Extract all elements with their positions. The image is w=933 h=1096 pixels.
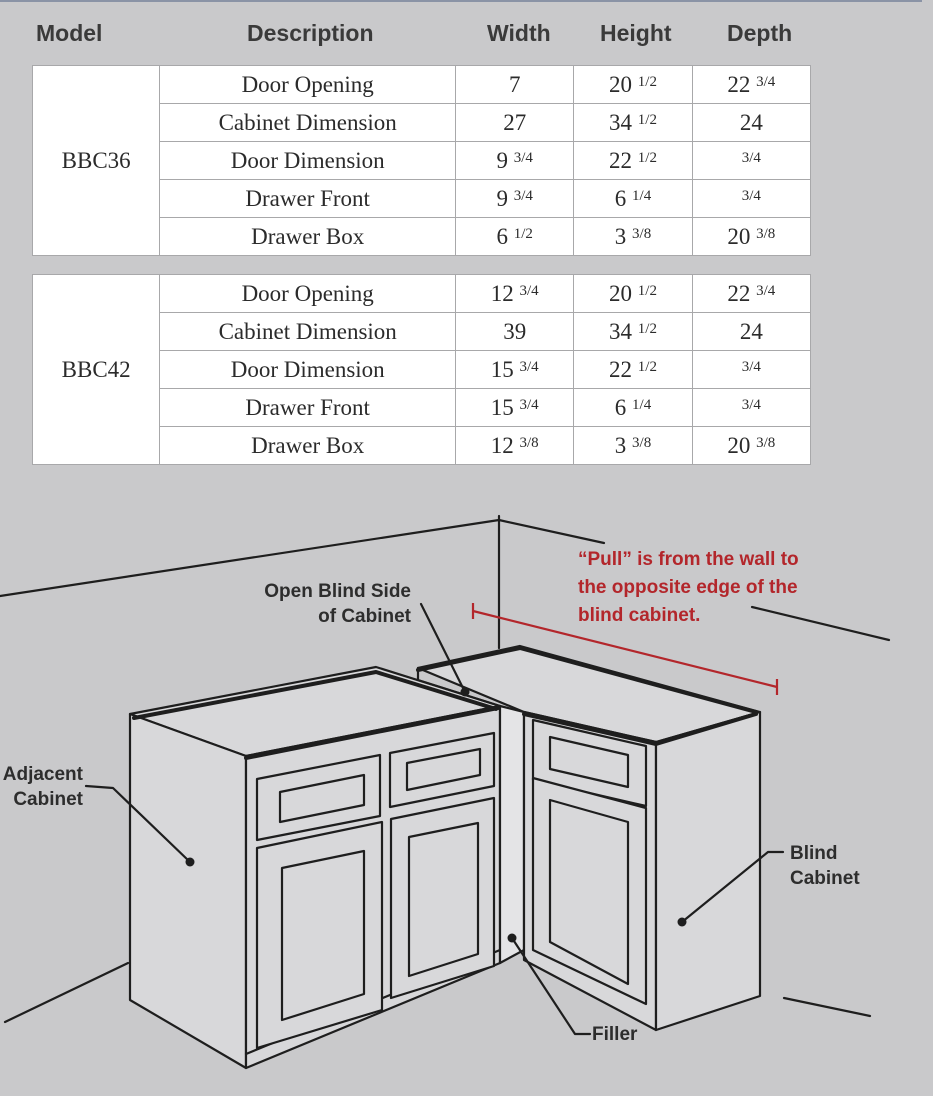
dot-open-blind-side [461, 688, 470, 697]
filler-strip [500, 706, 524, 963]
width-cell [456, 389, 574, 427]
height-cell [574, 104, 692, 142]
height-cell [574, 218, 692, 256]
description-cell: Door Opening [160, 66, 456, 104]
open-blind-side-line-1: Open Blind Side [264, 581, 411, 602]
spec-table-bbc42 [32, 274, 811, 465]
model-cell: BBC36 [33, 66, 160, 256]
depth-cell [692, 142, 810, 180]
value-fraction: 1/4 [632, 396, 652, 413]
adjacent-cabinet-side [130, 714, 246, 1068]
value-whole: 20 [727, 432, 751, 458]
wall-top-right-line [499, 520, 604, 543]
value-whole: 22 [727, 71, 751, 97]
depth-cell [692, 180, 810, 218]
value-fraction: 3/8 [632, 225, 652, 242]
value-whole: 6 [496, 223, 508, 249]
value-whole: 3 [614, 432, 627, 458]
spec-table-bbc36 [32, 65, 811, 256]
top-rule [0, 0, 922, 2]
floor-left-line [5, 963, 128, 1022]
blind-cabinet-line-2: Cabinet [790, 868, 860, 889]
value-fraction: 3/4 [513, 187, 533, 204]
width-cell [456, 66, 574, 104]
value-fraction: 3/8 [519, 434, 539, 451]
header-depth: Depth [727, 20, 793, 46]
table-row [33, 275, 811, 313]
value-whole: 34 [609, 318, 633, 344]
value-fraction: 1/2 [637, 111, 657, 128]
value-whole: 6 [614, 185, 627, 211]
value-whole: 20 [609, 71, 633, 97]
width-cell [456, 180, 574, 218]
wall-top-left-line [0, 520, 499, 596]
depth-cell [692, 104, 810, 142]
width-cell [456, 142, 574, 180]
table-row [33, 66, 811, 104]
value-whole: 20 [609, 280, 633, 306]
value-fraction: 3/4 [756, 282, 776, 299]
value-whole: 12 [490, 432, 514, 458]
header-width: Width [487, 20, 551, 46]
value-whole: 6 [614, 394, 627, 420]
value-fraction: 1/2 [637, 149, 657, 166]
value-whole: 15 [490, 394, 514, 420]
dot-filler [508, 934, 517, 943]
value-whole: 15 [490, 356, 514, 382]
header-description: Description [247, 20, 374, 46]
header-model: Model [36, 20, 103, 46]
value-fraction: 3/4 [741, 149, 761, 166]
height-cell [574, 142, 692, 180]
depth-cell [692, 427, 810, 465]
adjacent-cabinet-line-1: Adjacent [2, 764, 83, 785]
value-whole: 3 [614, 223, 627, 249]
description-cell: Door Opening [160, 275, 456, 313]
value-fraction: 1/2 [637, 73, 657, 90]
height-cell [574, 351, 692, 389]
value-whole: 27 [503, 109, 527, 135]
height-cell [574, 180, 692, 218]
description-cell: Door Dimension [160, 142, 456, 180]
value-whole: 22 [609, 356, 633, 382]
depth-cell [692, 313, 810, 351]
value-fraction: 1/2 [513, 225, 533, 242]
description-cell: Door Dimension [160, 351, 456, 389]
value-fraction: 3/4 [741, 358, 761, 375]
blind-cabinet-line-1: Blind [790, 843, 838, 864]
filler-label: Filler [592, 1024, 638, 1045]
dot-adjacent-cabinet [186, 858, 195, 867]
value-fraction: 1/4 [632, 187, 652, 204]
height-cell [574, 275, 692, 313]
value-whole: 7 [508, 71, 521, 97]
value-whole: 9 [496, 185, 508, 211]
value-fraction: 3/4 [741, 187, 761, 204]
depth-cell [692, 66, 810, 104]
value-fraction: 3/4 [519, 358, 539, 375]
description-cell: Cabinet Dimension [160, 104, 456, 142]
value-whole: 34 [609, 109, 633, 135]
value-whole: 24 [739, 109, 763, 135]
model-cell: BBC42 [33, 275, 160, 465]
adjacent-cabinet-label [0, 762, 83, 812]
value-fraction: 3/8 [756, 434, 776, 451]
pull-note-line-1: “Pull” is from the wall to [578, 549, 799, 570]
value-whole: 12 [490, 280, 514, 306]
value-fraction: 3/4 [519, 282, 539, 299]
open-blind-side-line-2: of Cabinet [318, 606, 411, 627]
width-cell [456, 427, 574, 465]
value-fraction: 3/8 [756, 225, 776, 242]
depth-cell [692, 389, 810, 427]
width-cell [456, 351, 574, 389]
value-whole: 39 [503, 318, 527, 344]
width-cell [456, 275, 574, 313]
value-fraction: 3/4 [741, 396, 761, 413]
column-headers [0, 16, 933, 56]
floor-right-line [784, 998, 870, 1016]
height-cell [574, 66, 692, 104]
description-cell: Drawer Box [160, 218, 456, 256]
width-cell [456, 104, 574, 142]
width-cell [456, 218, 574, 256]
value-fraction: 3/8 [632, 434, 652, 451]
height-cell [574, 427, 692, 465]
open-blind-side-label [254, 579, 411, 629]
depth-cell [692, 351, 810, 389]
height-cell [574, 389, 692, 427]
description-cell: Cabinet Dimension [160, 313, 456, 351]
blind-cabinet-label [790, 841, 860, 891]
value-whole: 20 [727, 223, 751, 249]
value-fraction: 1/2 [637, 282, 657, 299]
value-fraction: 3/4 [513, 149, 533, 166]
value-whole: 22 [727, 280, 751, 306]
pull-note [578, 546, 799, 630]
value-whole: 24 [739, 318, 763, 344]
description-cell: Drawer Front [160, 389, 456, 427]
value-fraction: 1/2 [637, 358, 657, 375]
depth-cell [692, 218, 810, 256]
value-fraction: 1/2 [637, 320, 657, 337]
pull-note-line-2: the opposite edge of the [578, 577, 798, 598]
dot-blind-cabinet [678, 918, 687, 927]
depth-cell [692, 275, 810, 313]
pull-note-line-3: blind cabinet. [578, 605, 701, 626]
description-cell: Drawer Box [160, 427, 456, 465]
header-height: Height [600, 20, 672, 46]
width-cell [456, 313, 574, 351]
height-cell [574, 313, 692, 351]
value-fraction: 3/4 [756, 73, 776, 90]
adjacent-cabinet-line-2: Cabinet [13, 789, 83, 810]
value-fraction: 3/4 [519, 396, 539, 413]
value-whole: 9 [496, 147, 508, 173]
description-cell: Drawer Front [160, 180, 456, 218]
value-whole: 22 [609, 147, 633, 173]
